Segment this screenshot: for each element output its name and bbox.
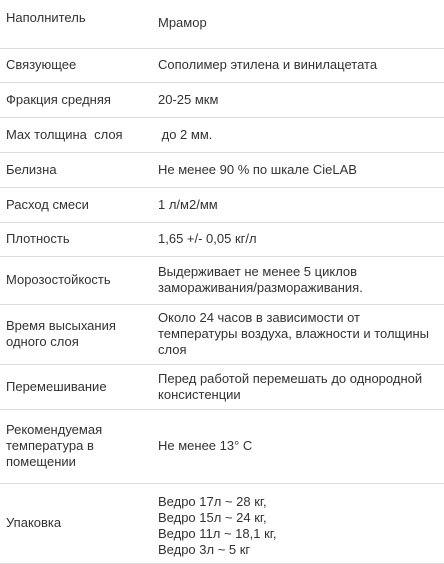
property-label: Расход смеси: [6, 196, 89, 212]
property-label: Наполнитель: [6, 10, 86, 25]
property-value: 20-25 мкм: [158, 91, 219, 107]
table-row: [0, 82, 444, 117]
property-value: Не менее 90 % по шкале CieLAB: [158, 161, 357, 177]
table-row: [0, 256, 444, 304]
property-label: Время высыхания одного слоя: [6, 318, 116, 349]
property-value: [158, 483, 444, 563]
table-row: [0, 409, 444, 483]
property-label: Перемешивание: [6, 378, 107, 394]
property-label: Упаковка: [6, 515, 62, 530]
table-row: [0, 48, 444, 82]
property-label: Рекомендуемая температура в помещении: [6, 422, 103, 469]
property-value: 1,65 +/- 0,05 кг/л: [158, 231, 257, 246]
property-label: Связующее: [6, 57, 77, 72]
table-row: [0, 152, 444, 187]
packaging-option: Ведро 3л ~ 5 кг: [158, 542, 251, 557]
packaging-option: Ведро 15л ~ 24 кг,: [158, 510, 267, 525]
property-label: Белизна: [6, 161, 57, 177]
property-label: Морозостойкость: [6, 272, 111, 287]
table-row: [0, 117, 444, 152]
table-row: [0, 187, 444, 222]
packaging-option: Ведро 17л ~ 28 кг,: [158, 494, 267, 509]
table-row: [0, 222, 444, 256]
property-value: Около 24 часов в зависимости от температуры воздуха, влажности и толщины слоя: [158, 310, 430, 357]
property-value: Перед работой перемешать до однородной консистенции: [158, 370, 423, 402]
table-row: [0, 304, 444, 364]
packaging-option: Ведро 11л ~ 18,1 кг,: [158, 526, 277, 541]
property-value: Мрамор: [158, 15, 207, 30]
property-value: Выдерживает не менее 5 циклов замораживания/размораживания.: [158, 264, 363, 295]
table-row: [0, 0, 444, 48]
table-row: [0, 483, 444, 563]
property-value: до 2 мм.: [158, 126, 213, 142]
property-label: Фракция средняя: [6, 91, 111, 107]
property-value: Не менее 13° С: [158, 438, 253, 453]
property-label: Max толщина слоя: [6, 126, 123, 142]
property-value: 1 л/м2/мм: [158, 196, 218, 212]
property-value: Сополимер этилена и винилацетата: [158, 57, 378, 72]
property-label: Плотность: [6, 231, 70, 246]
table-row: [0, 364, 444, 409]
